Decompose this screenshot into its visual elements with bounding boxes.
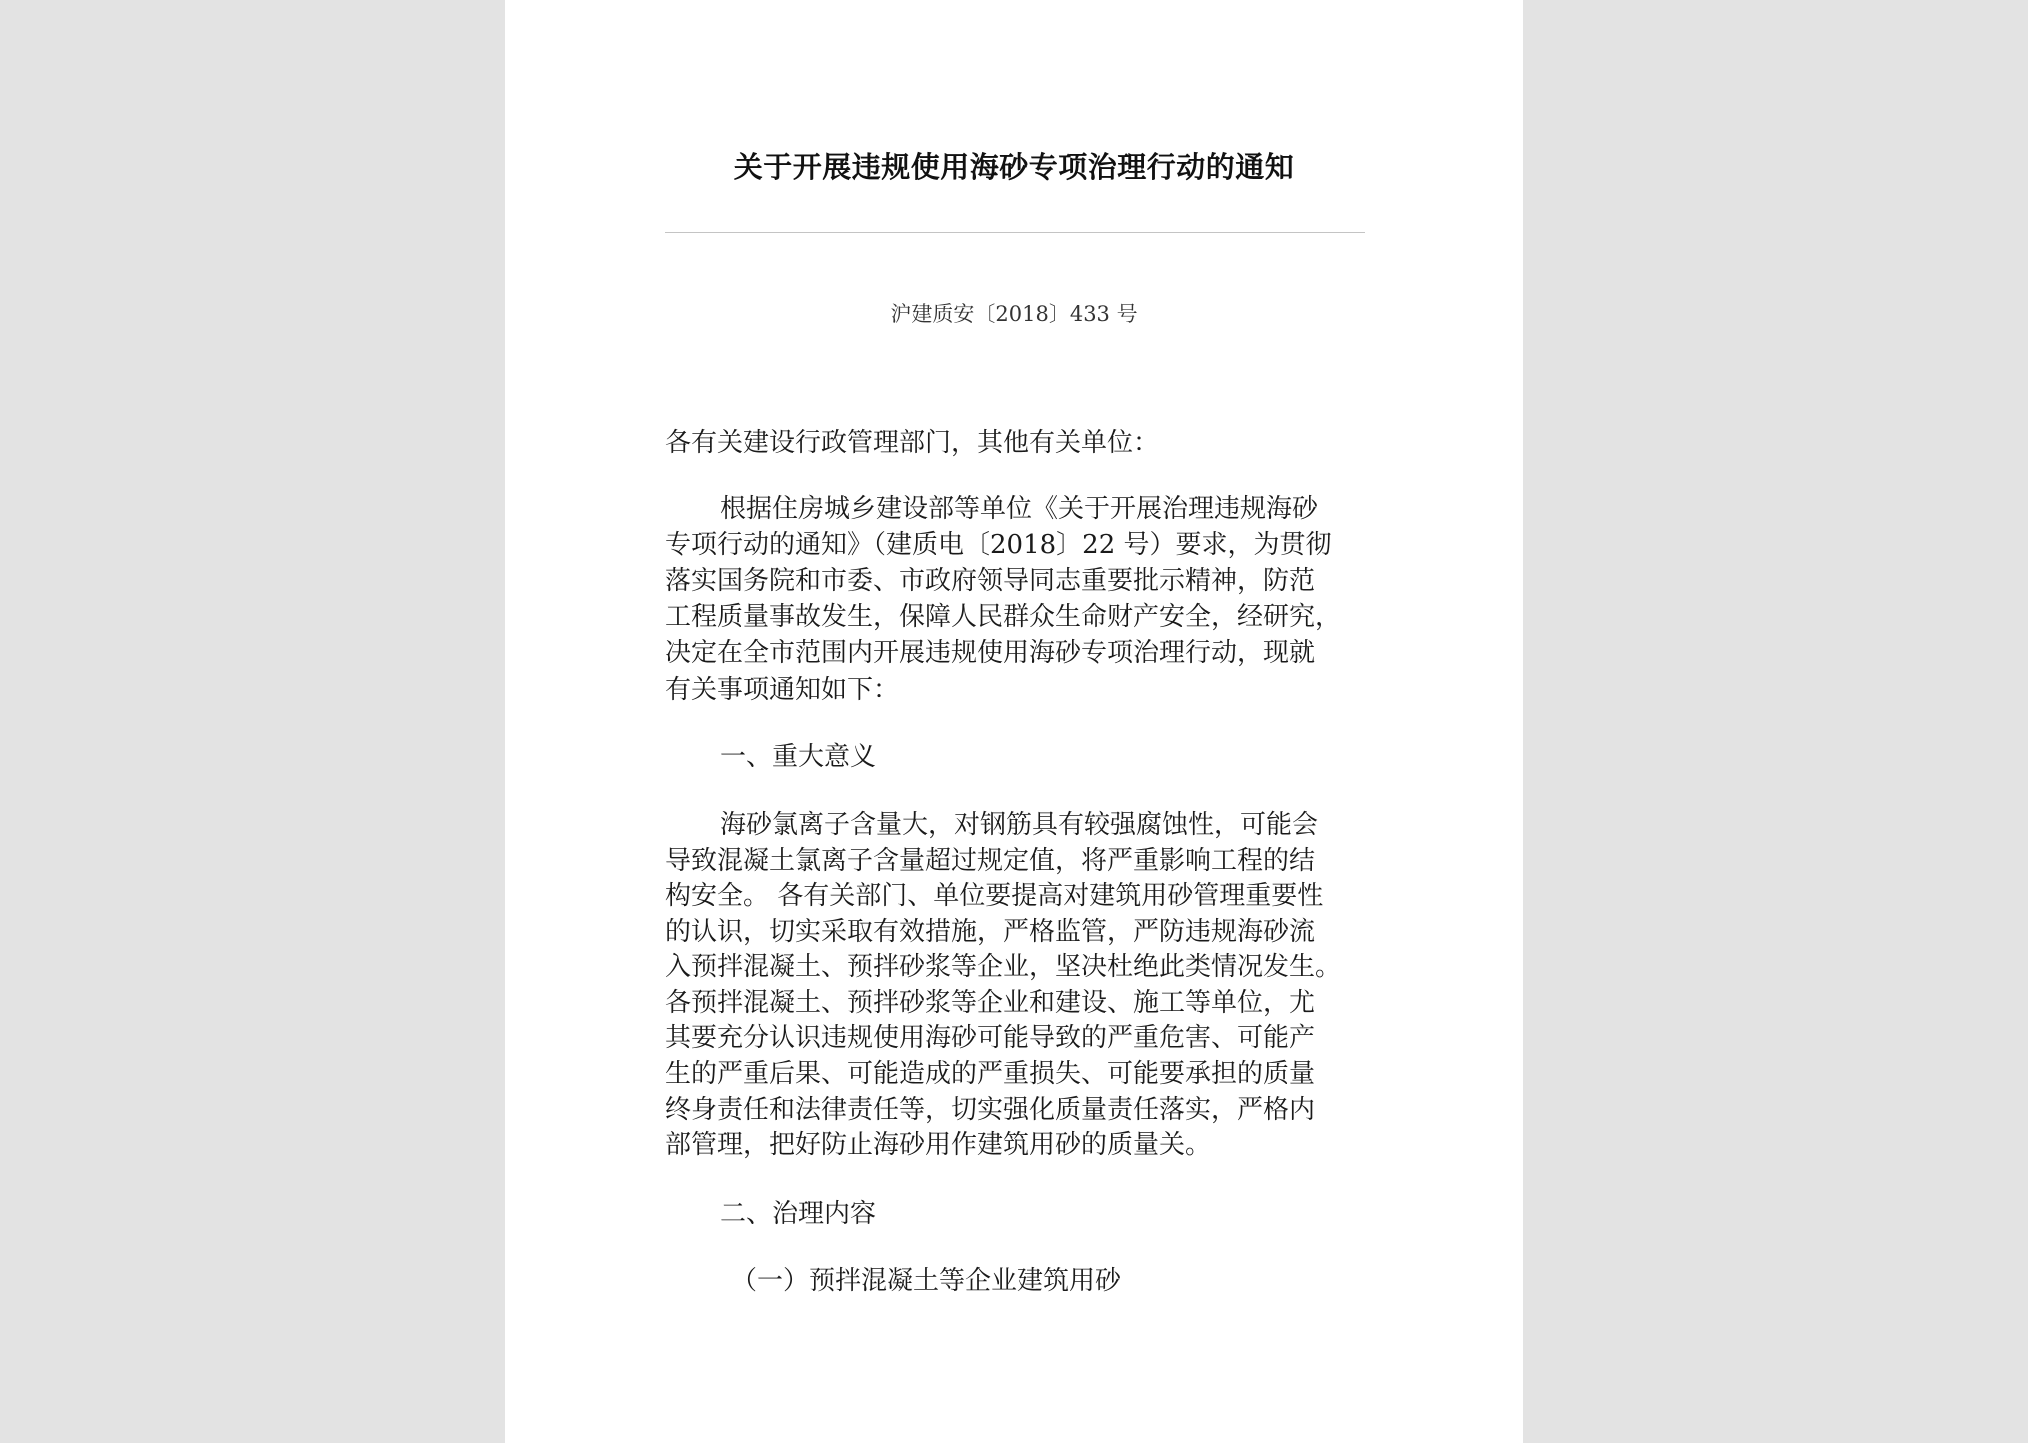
intro-line: 专项行动的通知》（建质电〔2018〕22 号）要求，为贯彻	[665, 530, 1332, 560]
section-1-line: 各预拌混凝土、预拌砂浆等企业和建设、施工等单位，尤	[665, 988, 1316, 1018]
salutation: 各有关建设行政管理部门，其他有关单位：	[665, 428, 1160, 458]
section-1-line: 导致混凝土氯离子含量超过规定值，将严重影响工程的结	[665, 846, 1316, 876]
section-1-line: 构安全。 各有关部门、单位要提高对建筑用砂管理重要性	[665, 881, 1324, 911]
document-page	[505, 0, 1523, 1443]
section-1-line: 生的严重后果、可能造成的严重损失、可能要承担的质量	[665, 1059, 1316, 1089]
section-1-line: 海砂氯离子含量大，对钢筋具有较强腐蚀性，可能会	[720, 810, 1319, 840]
subsection-heading: （一）预拌混凝土等企业建筑用砂	[731, 1266, 1122, 1296]
section-heading: 一、重大意义	[720, 742, 877, 772]
intro-line: 决定在全市范围内开展违规使用海砂专项治理行动，现就	[665, 638, 1316, 668]
section-1-line: 部管理，把好防止海砂用作建筑用砂的质量关。	[665, 1130, 1212, 1160]
intro-line: 有关事项通知如下：	[665, 675, 900, 705]
section-1-line: 的认识，切实采取有效措施，严格监管，严防违规海砂流	[665, 917, 1316, 947]
section-heading: 二、治理内容	[720, 1199, 877, 1229]
section-1-line: 入预拌混凝土、预拌砂浆等企业，坚决杜绝此类情况发生。	[665, 952, 1342, 982]
document-number: 沪建质安〔2018〕433 号	[890, 302, 1138, 326]
intro-line: 落实国务院和市委、市政府领导同志重要批示精神，防范	[665, 566, 1316, 596]
section-1-line: 其要充分认识违规使用海砂可能导致的严重危害、可能产	[665, 1023, 1316, 1053]
intro-line: 工程质量事故发生，保障人民群众生命财产安全，经研究，	[665, 602, 1342, 632]
document-title: 关于开展违规使用海砂专项治理行动的通知	[733, 150, 1295, 184]
intro-line: 根据住房城乡建设部等单位《关于开展治理违规海砂	[720, 494, 1319, 524]
section-1-line: 终身责任和法律责任等，切实强化质量责任落实，严格内	[665, 1095, 1316, 1125]
title-divider	[665, 232, 1365, 233]
